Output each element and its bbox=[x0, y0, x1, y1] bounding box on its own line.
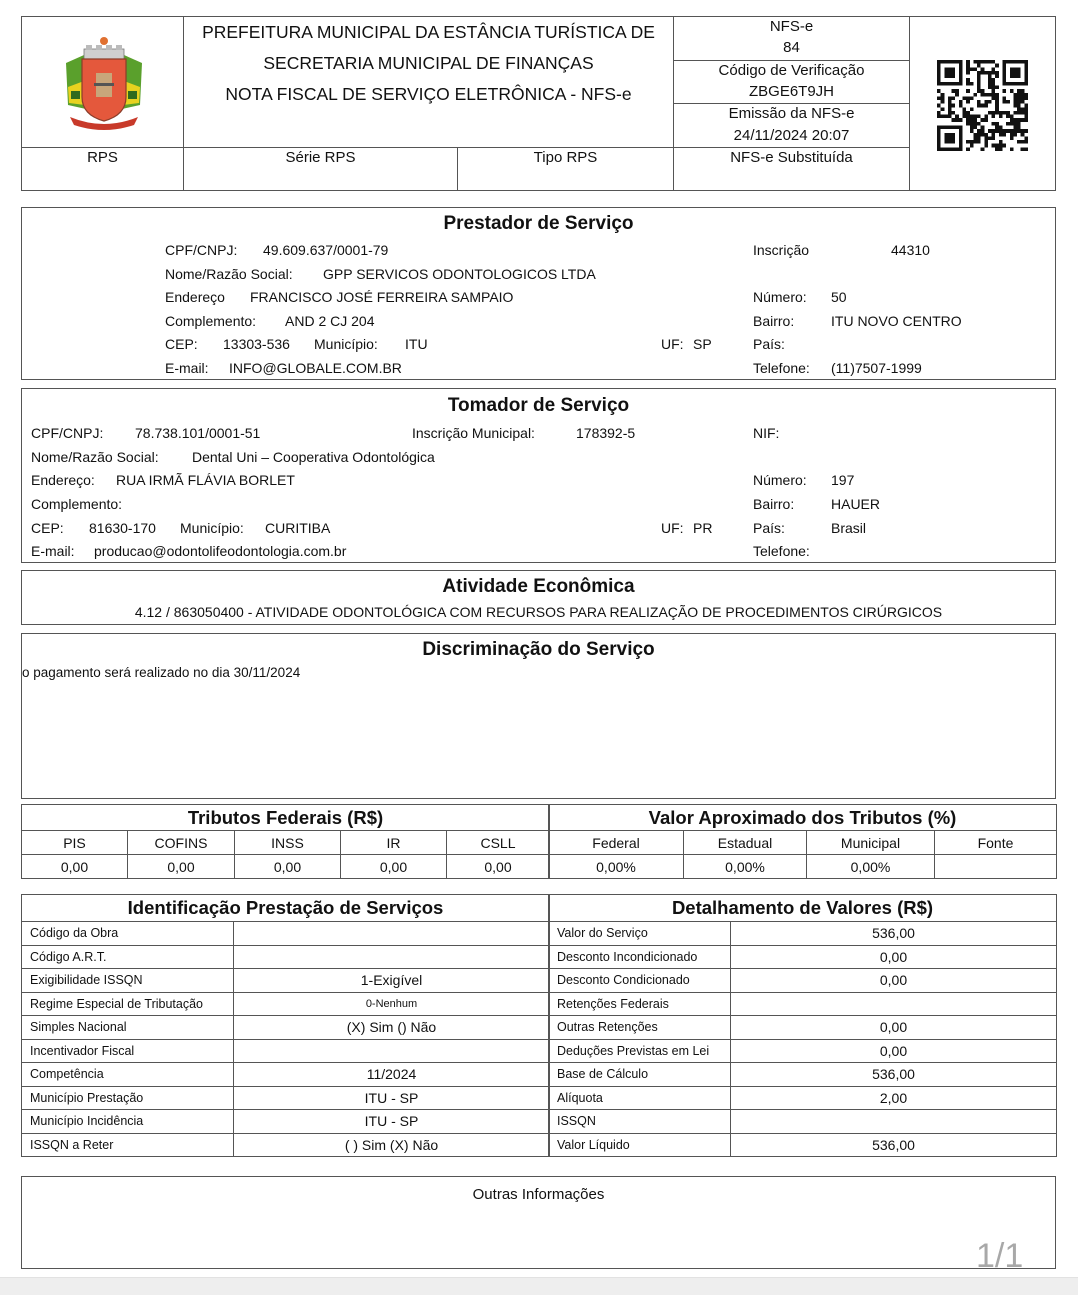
detalhamento-row bbox=[549, 1110, 1057, 1134]
identificacao-row bbox=[22, 969, 550, 993]
verification-label: Código de Verificação bbox=[718, 62, 865, 79]
tomador-pais: Brasil bbox=[831, 520, 867, 536]
valor-aproximado-title: Valor Aproximado dos Tributos (%) bbox=[549, 805, 1057, 831]
nfse-number: 84 bbox=[783, 39, 800, 56]
document-title: NOTA FISCAL DE SERVIÇO ELETRÔNICA - NFS-e bbox=[225, 84, 632, 104]
prestador-numero: 50 bbox=[831, 289, 847, 305]
identificacao-label: Município Incidência bbox=[22, 1110, 234, 1134]
detalhamento-row bbox=[549, 969, 1057, 993]
tomador-municipio-label: Município: bbox=[180, 520, 244, 536]
detalhamento-value: 536,00 bbox=[731, 922, 1057, 946]
serie-rps-label: Série RPS bbox=[285, 149, 356, 166]
prestador-complemento: AND 2 CJ 204 bbox=[285, 313, 375, 329]
identificacao-row bbox=[22, 992, 550, 1016]
tomador-inscricao: 178392-5 bbox=[576, 425, 636, 441]
tomador-telefone-label: Telefone: bbox=[753, 543, 810, 559]
tomador-numero-label: Número: bbox=[753, 472, 807, 488]
identificacao-row bbox=[22, 922, 550, 946]
detalhamento-row bbox=[549, 945, 1057, 969]
detalhamento-label: Valor Líquido bbox=[549, 1133, 731, 1157]
detalhamento-value: 0,00 bbox=[731, 1016, 1057, 1040]
valor-aproximado-table bbox=[548, 804, 1057, 879]
detalhamento-label: Desconto Incondicionado bbox=[549, 945, 731, 969]
prestador-cep-label: CEP: bbox=[165, 336, 198, 352]
divider bbox=[673, 60, 910, 61]
tomador-address: RUA IRMÃ FLÁVIA BORLET bbox=[116, 472, 295, 488]
identificacao-label: Incentivador Fiscal bbox=[22, 1039, 234, 1063]
prestador-address: FRANCISCO JOSÉ FERREIRA SAMPAIO bbox=[250, 289, 514, 305]
identificacao-label: ISSQN a Reter bbox=[22, 1133, 234, 1157]
identificacao-row bbox=[22, 1110, 550, 1134]
detalhamento-row bbox=[549, 992, 1057, 1016]
detalhamento-row bbox=[549, 1039, 1057, 1063]
identificacao-table bbox=[21, 894, 550, 1157]
detalhamento-value: 0,00 bbox=[731, 945, 1057, 969]
identificacao-value: 11/2024 bbox=[234, 1063, 550, 1087]
tomador-inscricao-label: Inscrição Municipal: bbox=[412, 425, 535, 441]
identificacao-row bbox=[22, 945, 550, 969]
tomador-name: Dental Uni – Cooperativa Odontológica bbox=[192, 449, 435, 465]
detalhamento-label: Retenções Federais bbox=[549, 992, 731, 1016]
tomador-address-label: Endereço: bbox=[31, 472, 95, 488]
detalhamento-label: Desconto Condicionado bbox=[549, 969, 731, 993]
tributo-cofins-value: 0,00 bbox=[128, 855, 235, 879]
prestador-uf-label: UF: bbox=[661, 336, 684, 352]
prestador-cnpj: 49.609.637/0001-79 bbox=[263, 242, 389, 258]
identificacao-value: 1-Exigível bbox=[234, 969, 550, 993]
prestador-title: Prestador de Serviço bbox=[443, 213, 634, 234]
detalhamento-label: Alíquota bbox=[549, 1086, 731, 1110]
aprox-estadual-value: 0,00% bbox=[684, 855, 807, 879]
aprox-federal-label: Federal bbox=[549, 831, 684, 855]
tomador-cep: 81630-170 bbox=[89, 520, 156, 536]
identificacao-value bbox=[234, 1039, 550, 1063]
tomador-pais-label: País: bbox=[753, 520, 785, 536]
identificacao-row bbox=[22, 1133, 550, 1157]
detalhamento-value bbox=[731, 992, 1057, 1016]
tributos-federais-title: Tributos Federais (R$) bbox=[22, 805, 550, 831]
prestador-name: GPP SERVICOS ODONTOLOGICOS LTDA bbox=[323, 266, 596, 282]
tomador-bairro-label: Bairro: bbox=[753, 496, 795, 512]
prestador-municipio-label: Município: bbox=[314, 336, 378, 352]
outras-informacoes-title: Outras Informações bbox=[472, 1186, 605, 1203]
tomador-name-label: Nome/Razão Social: bbox=[31, 449, 159, 465]
identificacao-value: ( ) Sim (X) Não bbox=[234, 1133, 550, 1157]
secretaria-title: SECRETARIA MUNICIPAL DE FINANÇAS bbox=[263, 53, 594, 73]
prestador-cep: 13303-536 bbox=[223, 336, 290, 352]
identificacao-value bbox=[234, 945, 550, 969]
tomador-cep-label: CEP: bbox=[31, 520, 64, 536]
tomador-title: Tomador de Serviço bbox=[447, 395, 630, 416]
tributo-ir-value: 0,00 bbox=[341, 855, 447, 879]
viewer-bottom-bar bbox=[0, 1277, 1078, 1295]
identificacao-label: Exigibilidade ISSQN bbox=[22, 969, 234, 993]
rps-label: RPS bbox=[87, 149, 118, 166]
prestador-telefone-label: Telefone: bbox=[753, 360, 810, 376]
discriminacao-text: o pagamento será realizado no dia 30/11/2024 bbox=[22, 665, 301, 680]
atividade-title: Atividade Econômica bbox=[442, 576, 635, 597]
tomador-numero: 197 bbox=[831, 472, 855, 488]
prestador-email-label: E-mail: bbox=[165, 360, 209, 376]
tomador-email-label: E-mail: bbox=[31, 543, 75, 559]
tributo-inss-value: 0,00 bbox=[235, 855, 341, 879]
identificacao-value: ITU - SP bbox=[234, 1110, 550, 1134]
detalhamento-label: Deduções Previstas em Lei bbox=[549, 1039, 731, 1063]
identificacao-label: Simples Nacional bbox=[22, 1016, 234, 1040]
aprox-fonte-label: Fonte bbox=[935, 831, 1057, 855]
detalhamento-value: 536,00 bbox=[731, 1133, 1057, 1157]
prestador-telefone: (11)7507-1999 bbox=[831, 360, 922, 376]
prestador-complemento-label: Complemento: bbox=[165, 313, 257, 329]
tributos-federais-table bbox=[21, 804, 550, 879]
aprox-municipal-value: 0,00% bbox=[807, 855, 935, 879]
prestador-numero-label: Número: bbox=[753, 289, 807, 305]
detalhamento-value: 2,00 bbox=[731, 1086, 1057, 1110]
prestador-email: INFO@GLOBALE.COM.BR bbox=[229, 360, 402, 376]
identificacao-label: Código A.R.T. bbox=[22, 945, 234, 969]
tomador-nif-label: NIF: bbox=[753, 425, 780, 441]
tomador-uf: PR bbox=[693, 520, 713, 536]
prestador-cnpj-label: CPF/CNPJ: bbox=[165, 242, 238, 258]
atividade-description: 4.12 / 863050400 - ATIVIDADE ODONTOLÓGICA COM RECURSOS PARA REALIZAÇÃO DE PROCEDIMENTOS CIRÚRGICOS bbox=[134, 604, 943, 620]
tributo-ir-label: IR bbox=[341, 831, 447, 855]
prestador-uf: SP bbox=[693, 336, 712, 352]
identificacao-value: (X) Sim () Não bbox=[234, 1016, 550, 1040]
detalhamento-value: 0,00 bbox=[731, 1039, 1057, 1063]
detalhamento-value: 0,00 bbox=[731, 969, 1057, 993]
detalhamento-row bbox=[549, 1063, 1057, 1087]
nfse-label: NFS-e bbox=[769, 18, 814, 35]
tomador-cnpj: 78.738.101/0001-51 bbox=[135, 425, 261, 441]
prestador-municipio: ITU bbox=[405, 336, 428, 352]
tributo-inss-label: INSS bbox=[235, 831, 341, 855]
tipo-rps-label: Tipo RPS bbox=[533, 149, 598, 166]
aprox-municipal-label: Municipal bbox=[807, 831, 935, 855]
tomador-bairro: HAUER bbox=[831, 496, 881, 512]
prestador-name-label: Nome/Razão Social: bbox=[165, 266, 293, 282]
aprox-fonte-value bbox=[935, 855, 1057, 879]
municipal-coat-of-arms-icon bbox=[60, 35, 148, 131]
tributo-pis-value: 0,00 bbox=[22, 855, 128, 879]
identificacao-row bbox=[22, 1039, 550, 1063]
aprox-federal-value: 0,00% bbox=[549, 855, 684, 879]
prestador-bairro: ITU NOVO CENTRO bbox=[831, 313, 962, 329]
divider bbox=[673, 103, 910, 104]
tomador-uf-label: UF: bbox=[661, 520, 684, 536]
prestador-bairro-label: Bairro: bbox=[753, 313, 795, 329]
identificacao-label: Regime Especial de Tributação bbox=[22, 992, 234, 1016]
detalhamento-label: ISSQN bbox=[549, 1110, 731, 1134]
prestador-inscricao-label: Inscrição bbox=[753, 242, 810, 258]
detalhamento-value: 536,00 bbox=[731, 1063, 1057, 1087]
identificacao-row bbox=[22, 1063, 550, 1087]
detalhamento-row bbox=[549, 922, 1057, 946]
identificacao-value bbox=[234, 922, 550, 946]
qr-code-icon[interactable] bbox=[937, 60, 1028, 151]
detalhamento-table bbox=[548, 894, 1057, 1157]
identificacao-label: Competência bbox=[22, 1063, 234, 1087]
identificacao-value: ITU - SP bbox=[234, 1086, 550, 1110]
divider bbox=[21, 147, 910, 148]
tomador-complemento-label: Complemento: bbox=[31, 496, 123, 512]
tomador-municipio: CURITIBA bbox=[265, 520, 331, 536]
prestador-inscricao: 44310 bbox=[891, 242, 930, 258]
tomador-email: producao@odontolifeodontologia.com.br bbox=[94, 543, 347, 559]
tributo-pis-label: PIS bbox=[22, 831, 128, 855]
substituted-label: NFS-e Substituída bbox=[730, 149, 853, 166]
detalhamento-row bbox=[549, 1086, 1057, 1110]
tributo-cofins-label: COFINS bbox=[128, 831, 235, 855]
identificacao-title: Identificação Prestação de Serviços bbox=[22, 895, 550, 922]
page-indicator: 1/1 bbox=[976, 1237, 1024, 1275]
prestador-pais-label: País: bbox=[753, 336, 785, 352]
emission-datetime: 24/11/2024 20:07 bbox=[733, 127, 850, 144]
aprox-estadual-label: Estadual bbox=[684, 831, 807, 855]
detalhamento-row bbox=[549, 1016, 1057, 1040]
discriminacao-title: Discriminação do Serviço bbox=[422, 639, 655, 660]
detalhamento-label: Outras Retenções bbox=[549, 1016, 731, 1040]
detalhamento-title: Detalhamento de Valores (R$) bbox=[549, 895, 1057, 922]
detalhamento-label: Base de Cálculo bbox=[549, 1063, 731, 1087]
identificacao-row bbox=[22, 1016, 550, 1040]
identificacao-value: 0-Nenhum bbox=[234, 992, 550, 1016]
identificacao-label: Código da Obra bbox=[22, 922, 234, 946]
tomador-cnpj-label: CPF/CNPJ: bbox=[31, 425, 104, 441]
identificacao-row bbox=[22, 1086, 550, 1110]
detalhamento-row bbox=[549, 1133, 1057, 1157]
prestador-address-label: Endereço bbox=[165, 289, 225, 305]
tributo-csll-label: CSLL bbox=[447, 831, 550, 855]
tributo-csll-value: 0,00 bbox=[447, 855, 550, 879]
detalhamento-value bbox=[731, 1110, 1057, 1134]
verification-code: ZBGE6T9JH bbox=[748, 83, 835, 100]
prefeitura-title: PREFEITURA MUNICIPAL DA ESTÂNCIA TURÍSTICA DE bbox=[202, 22, 655, 42]
detalhamento-label: Valor do Serviço bbox=[549, 922, 731, 946]
identificacao-label: Município Prestação bbox=[22, 1086, 234, 1110]
emission-label: Emissão da NFS-e bbox=[728, 105, 855, 122]
